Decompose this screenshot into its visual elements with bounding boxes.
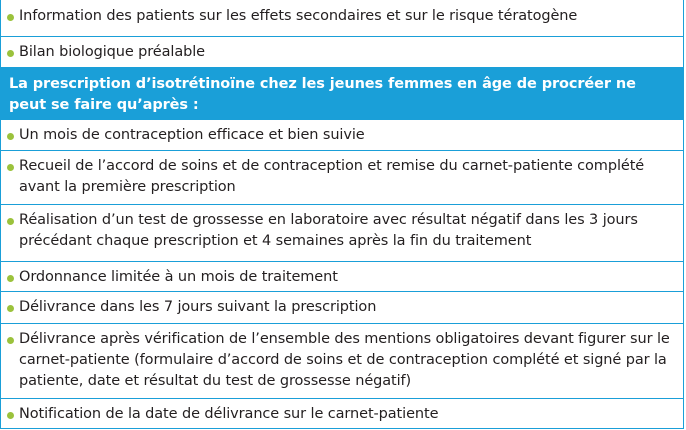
list-item — [1, 150, 683, 204]
list-item — [1, 291, 683, 323]
list-item-text: Notification de la date de délivrance sur le carnet-patiente — [19, 406, 439, 422]
bullet-icon — [7, 164, 14, 171]
bullet-icon — [7, 50, 14, 57]
bullet-icon — [7, 14, 14, 21]
list-item — [1, 119, 683, 150]
list-item — [1, 261, 683, 291]
bullet-icon — [7, 218, 14, 225]
list-item-text: Délivrance après vérification de l’ensemble des mentions obligatoires devant figurer sur le carnet-patiente (formulaire d’accord de soins et de contraception complété et signé par la patiente, date et résultat du test de grossesse négatif) — [19, 331, 670, 389]
list-item-text: Recueil de l’accord de soins et de contraception et remise du carnet-patiente complété avant la première prescription — [19, 158, 645, 195]
list-item — [1, 323, 683, 398]
list-item-text: Bilan biologique préalable — [19, 44, 205, 60]
list-item — [1, 398, 683, 428]
list-item — [1, 0, 683, 36]
bullet-icon — [7, 275, 14, 282]
bullet-icon — [7, 305, 14, 312]
list-item-text: Réalisation d’un test de grossesse en laboratoire avec résultat négatif dans les 3 jours précédant chaque prescription et 4 semaines après la fin du traitement — [19, 212, 638, 249]
list-item-text: Délivrance dans les 7 jours suivant la prescription — [19, 299, 377, 315]
section-header: La prescription d’isotrétinoïne chez les jeunes femmes en âge de procréer ne peut se faire qu’après : — [1, 67, 683, 119]
bullet-icon — [7, 133, 14, 140]
bullet-icon — [7, 412, 14, 419]
list-item-text: Information des patients sur les effets secondaires et sur le risque tératogène — [19, 8, 578, 24]
list-item-text: Ordonnance limitée à un mois de traitement — [19, 269, 338, 285]
list-item — [1, 36, 683, 67]
bullet-icon — [7, 337, 14, 344]
list-item-text: Un mois de contraception efficace et bien suivie — [19, 127, 365, 143]
list-item — [1, 204, 683, 261]
